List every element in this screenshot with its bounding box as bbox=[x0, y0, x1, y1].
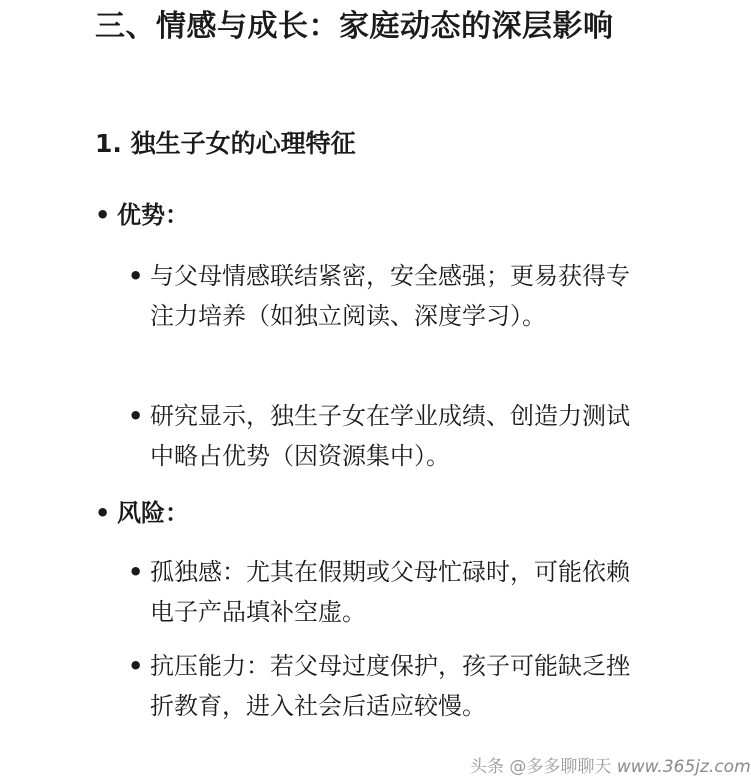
watermark bbox=[470, 754, 751, 780]
list-item-risk-1 bbox=[128, 552, 630, 632]
list-item-text: 孤独感：尤其在假期或父母忙碌时，可能依赖电子产品填补空虚。 bbox=[150, 558, 630, 626]
list-item-text: 抗压能力：若父母过度保护，孩子可能缺乏挫折教育，进入社会后适应较慢。 bbox=[150, 652, 630, 720]
bullet-icon: • bbox=[95, 499, 111, 527]
list-item-text: 研究显示，独生子女在学业成绩、创造力测试中略占优势（因资源集中）。 bbox=[150, 402, 630, 470]
advantages-label: 优势： bbox=[117, 201, 189, 229]
bullet-icon: • bbox=[128, 402, 144, 430]
risks-label: 风险： bbox=[117, 499, 189, 527]
bullet-icon: • bbox=[128, 652, 144, 680]
advantages-heading bbox=[95, 196, 189, 234]
bullet-icon: • bbox=[95, 201, 111, 229]
risks-heading bbox=[95, 494, 189, 532]
section-title: 三、情感与成长：家庭动态的深层影响 bbox=[95, 9, 614, 44]
watermark-site: www.365jz.com bbox=[616, 757, 751, 777]
bullet-icon: • bbox=[128, 558, 144, 586]
subsection-title: 1. 独生子女的心理特征 bbox=[95, 129, 356, 158]
list-item-text: 与父母情感联结紧密，安全感强；更易获得专注力培养（如独立阅读、深度学习）。 bbox=[150, 262, 630, 330]
watermark-author: 头条 @多多聊聊天 bbox=[470, 757, 612, 777]
list-item-risk-2 bbox=[128, 646, 630, 726]
bullet-icon: • bbox=[128, 262, 144, 290]
list-item-advantage-1 bbox=[128, 256, 630, 336]
list-item-advantage-2 bbox=[128, 396, 630, 476]
